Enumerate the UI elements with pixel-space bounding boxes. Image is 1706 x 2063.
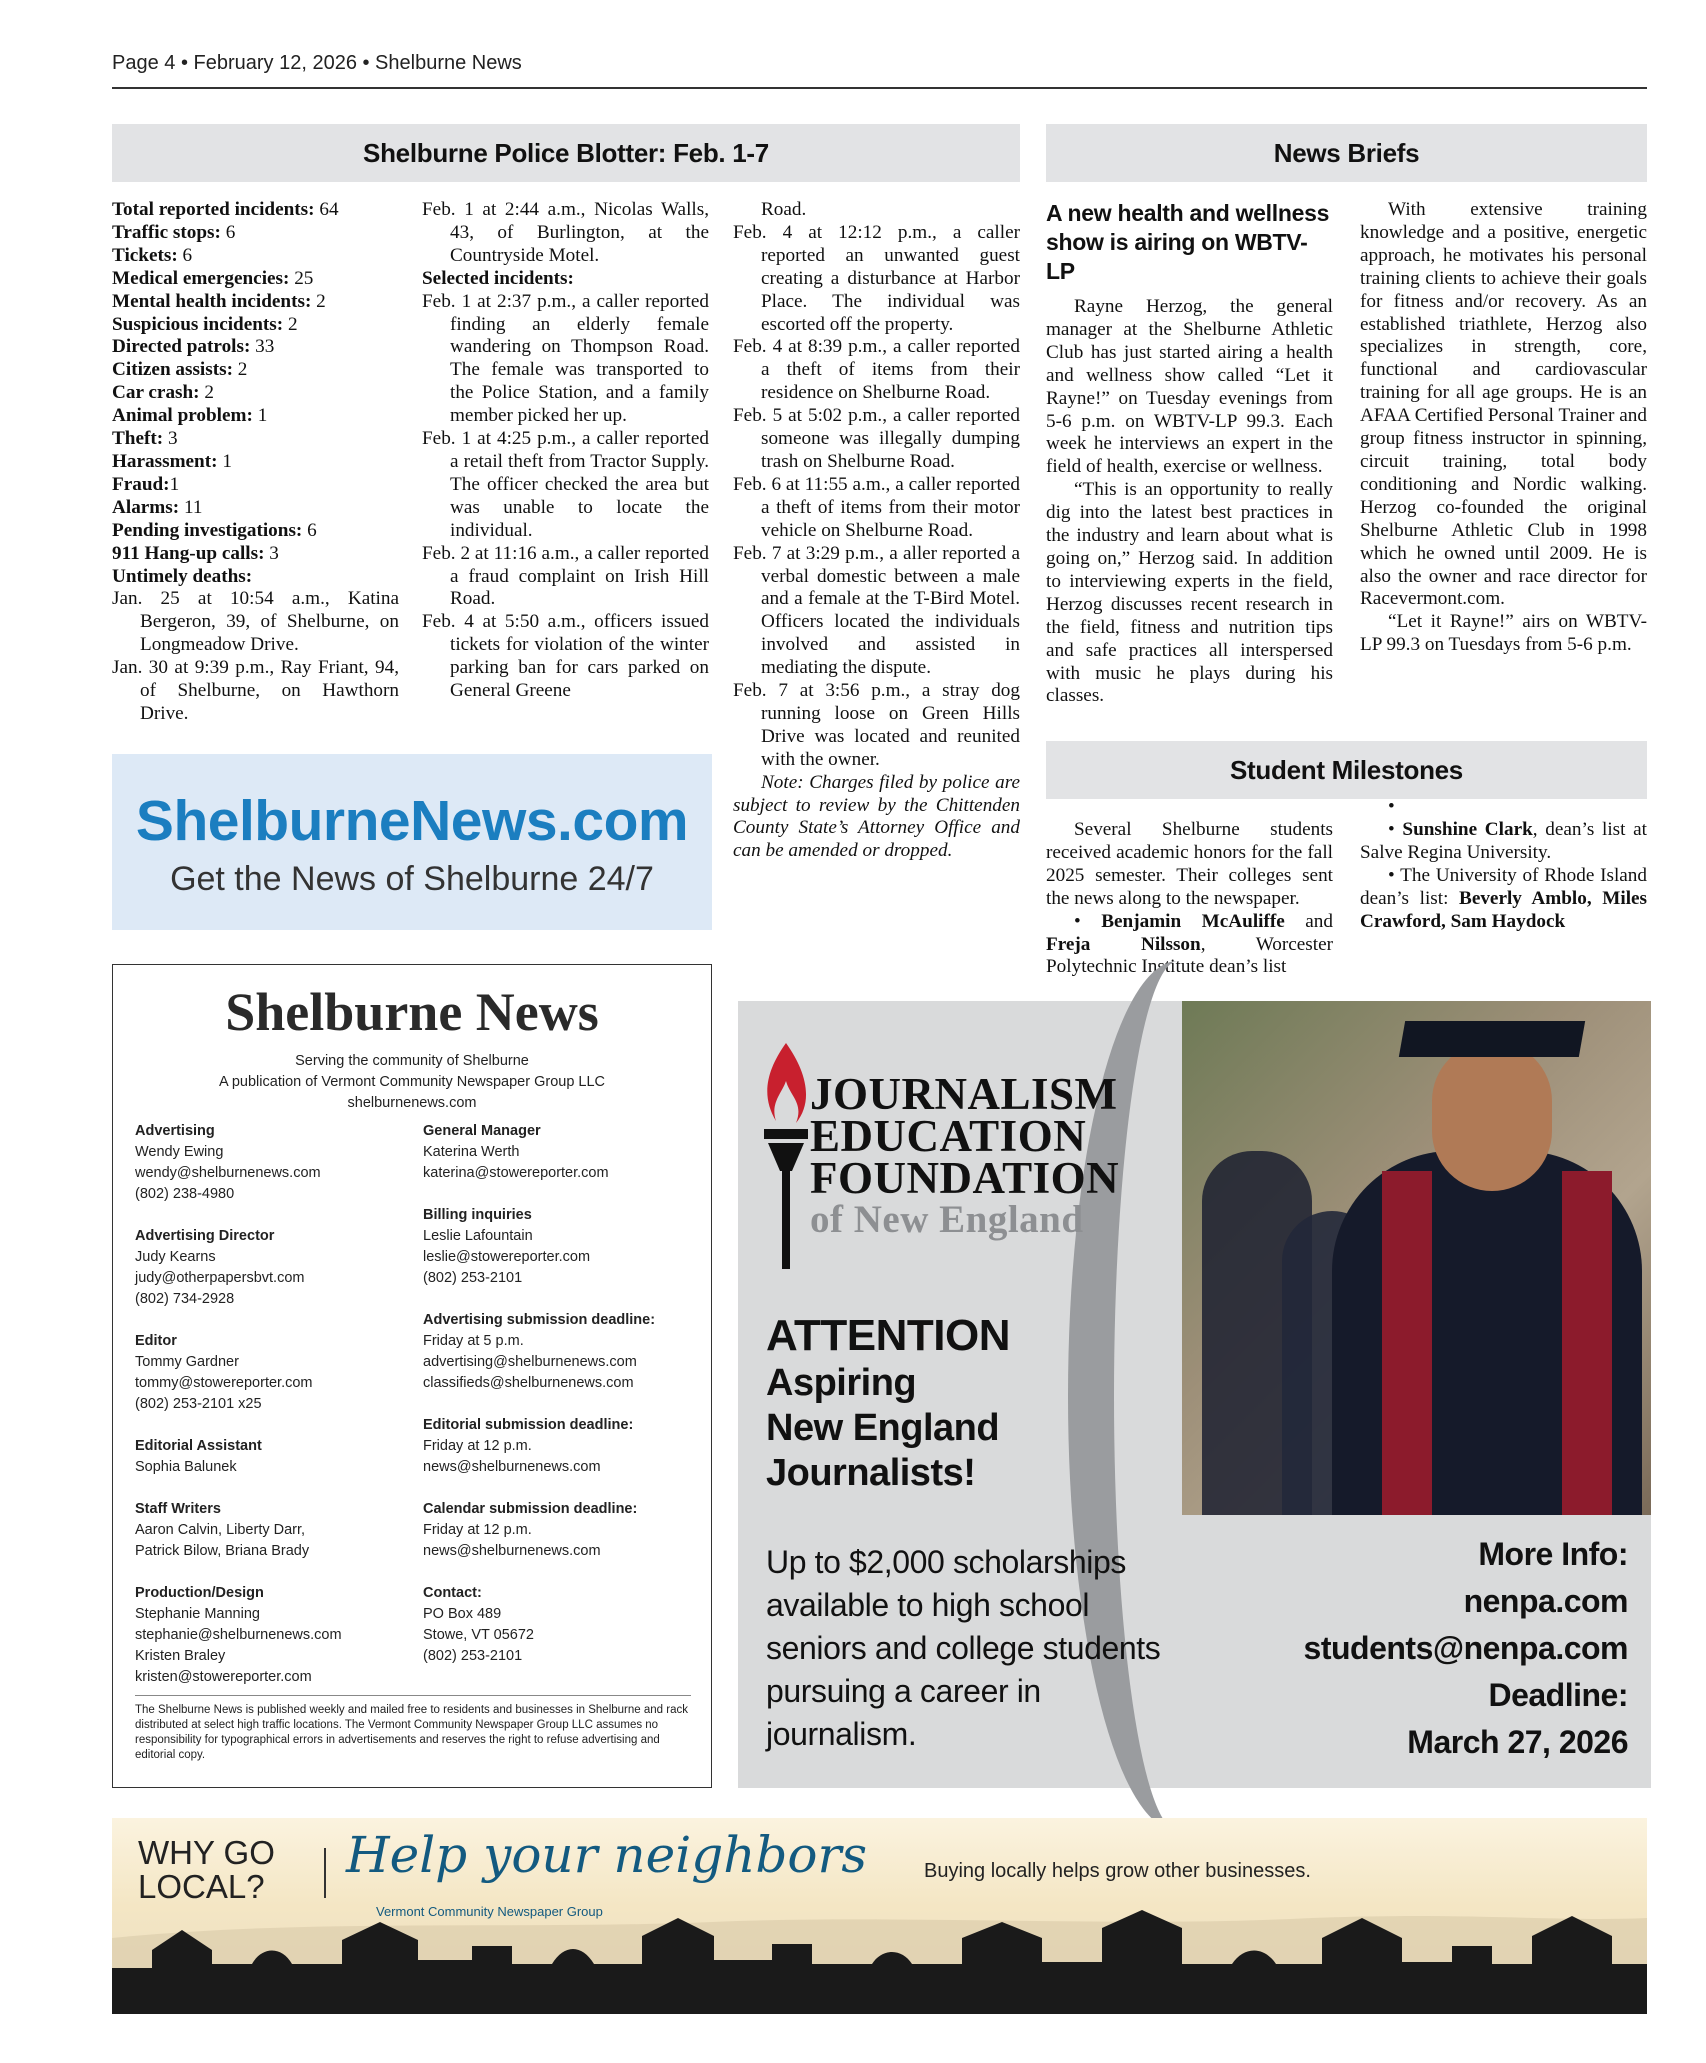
masthead-box: [112, 964, 712, 1788]
staff-detail[interactable]: katerina@stowereporter.com: [423, 1165, 609, 1181]
staff-detail: (802) 253-2101: [423, 1270, 523, 1286]
blotter-stat: Harassment: 1: [112, 450, 232, 472]
help-neighbors: Help your neighbors: [346, 1826, 868, 1884]
buy-local-banner: [112, 1818, 1647, 2014]
staff-entry: [135, 1583, 405, 1688]
staff-entry: [135, 1331, 405, 1415]
staff-detail[interactable]: advertising@shelburnenews.com: [423, 1354, 637, 1370]
jef-logo-text: JOURNALISM EDUCATION FOUNDATION of New England: [810, 1069, 1120, 1241]
masthead-publication: A publication of Vermont Community Newspaper Group LLC: [218, 1074, 606, 1090]
death-item: Jan. 30 at 9:39 p.m., Ray Friant, 94, of Shelburne, on Hawthorn Drive.: [112, 657, 399, 724]
masthead-footer: The Shelburne News is published weekly and mailed free to residents and businesses in Shelburne and rack distributed at select high traffic locations. The Vermont Community Newspaper Group LLC assumes no responsibility for typographical errors in advertisements and reserves the right to refuse advertising and editorial copy.: [135, 1704, 688, 1761]
incident-item: Feb. 4 at 12:12 p.m., a caller reported an unwanted guest creating a disturbance at Harbor Place. The individual was escorted off the property.: [733, 221, 1020, 335]
staff-entry: [135, 1121, 405, 1205]
staff-role: Advertising Director: [135, 1228, 275, 1244]
staff-detail: Tommy Gardner: [135, 1354, 239, 1370]
incident-item: Feb. 2 at 11:16 a.m., a caller reported a fraud complaint on Irish Hill Road.: [422, 542, 709, 610]
incident-item: Feb. 4 at 8:39 p.m., a caller reported a theft of items from their residence on Shelburne Road.: [733, 336, 1020, 404]
staff-role: Contact:: [423, 1585, 482, 1601]
milestones-header: Student Milestones: [1046, 741, 1647, 799]
staff-detail[interactable]: leslie@stowereporter.com: [423, 1249, 591, 1265]
staff-detail: (802) 253-2101: [423, 1648, 523, 1664]
incident-item: Feb. 4 at 5:50 a.m., officers issued tickets for violation of the winter parking ban for cars parked on General Greene: [422, 611, 709, 702]
staff-entry: [135, 1226, 405, 1310]
blotter-stat: Citizen assists: 2: [112, 359, 248, 381]
staff-detail: PO Box 489: [423, 1606, 502, 1622]
incident-continued: Road.: [761, 199, 807, 220]
staff-entry: [135, 1436, 405, 1478]
staff-detail: (802) 238-4980: [135, 1186, 235, 1202]
blotter-header: Shelburne Police Blotter: Feb. 1-7: [112, 124, 1020, 182]
staff-detail[interactable]: news@shelburnenews.com: [423, 1543, 601, 1559]
blotter-note: Note: Charges filed by police are subject to review by the Chittenden County State’s Attorney Office and can be amended or dropped.: [733, 771, 1020, 862]
aspiring-heading: Aspiring New England Journalists!: [766, 1362, 1000, 1494]
more-info: More Info: nenpa.com students@nenpa.com Deadline: March 27, 2026: [1178, 1531, 1628, 1766]
staff-entry: [423, 1583, 693, 1667]
staff-detail[interactable]: stephanie@shelburnenews.com: [135, 1627, 342, 1643]
blotter-col-3: [733, 199, 1020, 863]
briefs-col-1: [1046, 199, 1333, 708]
staff-entry: [423, 1121, 693, 1184]
staff-role: General Manager: [423, 1123, 541, 1139]
staff-entry: [135, 1499, 405, 1562]
staff-role: Advertising: [135, 1123, 215, 1139]
milestones-col-1: [1046, 819, 1333, 979]
blotter-stat: Traffic stops: 6: [112, 221, 236, 243]
brief-paragraph: With extensive training knowledge and a positive, energetic approach, he motivates his personal training clients to achieve their goals for fitness and/or recovery. As an established triathlete, Herzog also specializes in strength, core, functional and cardiovascular training for all age groups. He is an AFAA Certified Personal Trainer and group fitness instructor in spinning, circuit training, total body conditioning and Nordic walking. Herzog co-founded the original Shelburne Athletic Club in 1998 which he owned until 2009. He is also the owner and race director for Racevermont.com.: [1360, 199, 1647, 610]
staff-role: Advertising submission deadline:: [423, 1312, 656, 1328]
website-tagline: Get the News of Shelburne 24/7: [170, 860, 654, 898]
staff-role: Production/Design: [135, 1585, 264, 1601]
page-folio: Page 4 • February 12, 2026 • Shelburne News: [112, 52, 522, 74]
staff-detail: Friday at 12 p.m.: [423, 1438, 532, 1454]
staff-role: Staff Writers: [135, 1501, 221, 1517]
staff-detail: Wendy Ewing: [135, 1144, 224, 1160]
blotter-stat: Total reported incidents: 64: [112, 199, 339, 220]
incident-item: Feb. 1 at 4:25 p.m., a caller reported a retail theft from Tractor Supply. The officer checked the area but was unable to locate the individual.: [422, 428, 709, 541]
blotter-stat: Theft: 3: [112, 428, 178, 450]
website-ad[interactable]: [112, 754, 712, 930]
staff-role: Billing inquiries: [423, 1207, 532, 1223]
masthead-rule: [135, 1695, 691, 1696]
milestone-text: The University of Rhode Island dean’s list:: [1360, 864, 1647, 909]
death-item: Jan. 25 at 10:54 a.m., Katina Bergeron, 39, of Shelburne, on Longmeadow Drive.: [112, 588, 399, 656]
blotter-stat: Mental health incidents: 2: [112, 290, 326, 312]
briefs-col-2: [1360, 199, 1647, 657]
milestone-text: , Worcester Polytechnic Institute dean’s list: [1046, 933, 1334, 978]
blotter-stat: Untimely deaths:: [112, 565, 253, 587]
blotter-col-1: [112, 199, 399, 726]
milestones-intro: Several Shelburne students received academic honors for the fall 2025 semester. Their colleges sent the news along to the newspaper.: [1046, 819, 1333, 909]
staff-detail[interactable]: kristen@stowereporter.com: [135, 1669, 312, 1685]
staff-detail[interactable]: classifieds@shelburnenews.com: [423, 1375, 634, 1391]
torch-icon: [756, 1041, 816, 1271]
staff-detail[interactable]: tommy@stowereporter.com: [135, 1375, 313, 1391]
masthead-serving: Serving the community of Shelburne: [295, 1053, 529, 1069]
why-go-local: WHY GO LOCAL?: [138, 1834, 275, 1905]
blotter-stats: [112, 199, 399, 588]
masthead-title: Shelburne News: [225, 982, 599, 1042]
nenpa-email[interactable]: students@nenpa.com: [1303, 1630, 1628, 1666]
blotter-stat: Directed patrols: 33: [112, 336, 275, 358]
staff-entry: [423, 1310, 693, 1394]
student-names: Sunshine Clark: [1402, 819, 1533, 841]
blotter-col-2: [422, 199, 709, 703]
staff-detail: Patrick Bilow, Briana Brady: [135, 1543, 310, 1559]
staff-detail: Sophia Balunek: [135, 1459, 237, 1475]
blotter-stat: Alarms: 11: [112, 496, 203, 518]
staff-detail: Stowe, VT 05672: [423, 1627, 534, 1643]
staff-detail: Aaron Calvin, Liberty Darr,: [135, 1522, 306, 1538]
attention-heading: ATTENTION: [766, 1311, 1010, 1360]
staff-detail[interactable]: wendy@shelburnenews.com: [135, 1165, 321, 1181]
incident-item: Feb. 7 at 3:56 p.m., a stray dog running loose on Green Hills Drive was located and reunited with the owner.: [733, 680, 1020, 770]
briefs-header: News Briefs: [1046, 124, 1647, 182]
brief-paragraph: “This is an opportunity to really dig into the latest best practices in the industry and learn about what is going on,” Herzog said. In addition to interviewing experts in the field, Herzog discusses recent research in the field, fitness and nutrition tips and safe practices all interspersed with music he plays during his classes.: [1046, 479, 1333, 707]
blotter-stat: Car crash: 2: [112, 382, 214, 404]
milestones-col-2: [1360, 796, 1648, 979]
student-names: Beverly Amblo, Miles Crawford, Sam Haydock: [1360, 887, 1648, 932]
brief-headline: A new health and wellness show is airing on WBTV-LP: [1046, 200, 1330, 284]
incident-item: Feb. 7 at 3:29 p.m., a aller reported a verbal domestic between a male and a female at the T-Bird Motel. Officers located the individuals involved and assisted in mediating the dispute.: [733, 542, 1020, 679]
blotter-stat: Medical emergencies: 25: [112, 267, 314, 289]
blotter-stat: Pending investigations: 6: [112, 519, 317, 541]
staff-entry: [423, 1415, 693, 1478]
masthead-site[interactable]: shelburnenews.com: [347, 1095, 477, 1111]
staff-detail: Kristen Braley: [135, 1648, 226, 1664]
scholarship-text: Up to $2,000 scholarships available to high school seniors and college students pursuing a career in journalism.: [766, 1544, 1161, 1752]
milestone-item-continued: •: [1388, 796, 1400, 818]
staff-detail: Friday at 5 p.m.: [423, 1333, 524, 1349]
staff-detail: Judy Kearns: [135, 1249, 216, 1265]
selected-incidents-label: Selected incidents:: [422, 267, 574, 289]
staff-role: Editorial submission deadline:: [423, 1417, 634, 1433]
staff-detail: (802) 253-2101 x25: [135, 1396, 262, 1412]
blotter-stat: Animal problem: 1: [112, 405, 268, 427]
milestone-item: • Sunshine Clark, dean’s list at Salve Regina University.: [1360, 819, 1647, 863]
staff-list-right: [423, 1121, 693, 1688]
nenpa-link[interactable]: nenpa.com: [1463, 1583, 1628, 1619]
staff-detail: (802) 734-2928: [135, 1291, 235, 1307]
student-names: Freja Nilsson: [1046, 933, 1201, 955]
staff-entry: [423, 1499, 693, 1562]
staff-detail: Katerina Werth: [423, 1144, 520, 1160]
blotter-stat: 911 Hang-up calls: 3: [112, 542, 279, 564]
blotter-stat: Tickets: 6: [112, 244, 193, 266]
blotter-stat: Suspicious incidents: 2: [112, 313, 298, 335]
incident-item: Feb. 6 at 11:55 a.m., a caller reported a theft of items from their motor vehicle on Shelburne Road.: [733, 473, 1020, 541]
brief-paragraph: “Let it Rayne!” airs on WBTV-LP 99.3 on Tuesdays from 5-6 p.m.: [1360, 611, 1647, 656]
banner-tagline: Buying locally helps grow other businesses.: [924, 1860, 1311, 1882]
student-names: Benjamin McAuliffe: [1101, 910, 1285, 932]
incident-item: Feb. 1 at 2:37 p.m., a caller reported finding an elderly female wandering on Thompson Road. The female was transported to the Police Station, and a family member picked her up.: [422, 290, 709, 427]
town-skyline: [112, 1818, 1647, 2014]
milestone-item: • The University of Rhode Island dean’s list: Beverly Amblo, Miles Crawford, Sam Haydock: [1360, 864, 1648, 932]
folio-rule: [112, 87, 1647, 89]
staff-entry: [423, 1205, 693, 1289]
banner-org: Vermont Community Newspaper Group: [376, 1904, 603, 1919]
milestone-text: and: [1284, 910, 1333, 932]
website-url[interactable]: ShelburneNews.com: [135, 789, 689, 853]
milestone-item: • Benjamin McAuliffe and Freja Nilsson, Worcester Polytechnic Institute dean’s list: [1046, 910, 1334, 978]
incident-item: Feb. 5 at 5:02 p.m., a caller reported someone was illegally dumping trash on Shelburne Road.: [733, 405, 1020, 472]
staff-detail[interactable]: news@shelburnenews.com: [423, 1459, 601, 1475]
staff-detail: Stephanie Manning: [135, 1606, 260, 1622]
brief-paragraph: Rayne Herzog, the general manager at the Shelburne Athletic Club has just started airing a health and wellness show called “Let it Rayne!” on Tuesday evenings from 5-6 p.m. on WBTV-LP 99.3. Each week he interviews an expert in the field of health, exercise or wellness.: [1046, 296, 1333, 478]
staff-role: Editorial Assistant: [135, 1438, 262, 1454]
jef-ad[interactable]: [738, 1001, 1651, 1788]
staff-role: Editor: [135, 1333, 177, 1349]
staff-detail: Friday at 12 p.m.: [423, 1522, 532, 1538]
staff-list-left: [135, 1121, 405, 1709]
staff-role: Calendar submission deadline:: [423, 1501, 638, 1517]
blotter-stat: Fraud:1: [112, 473, 180, 495]
death-item: Feb. 1 at 2:44 a.m., Nicolas Walls, 43, of Burlington, at the Countryside Motel.: [422, 199, 709, 266]
staff-detail: Leslie Lafountain: [423, 1228, 533, 1244]
staff-detail[interactable]: judy@otherpapersbvt.com: [135, 1270, 305, 1286]
milestone-text: , dean’s list at Salve Regina University.: [1360, 819, 1647, 863]
